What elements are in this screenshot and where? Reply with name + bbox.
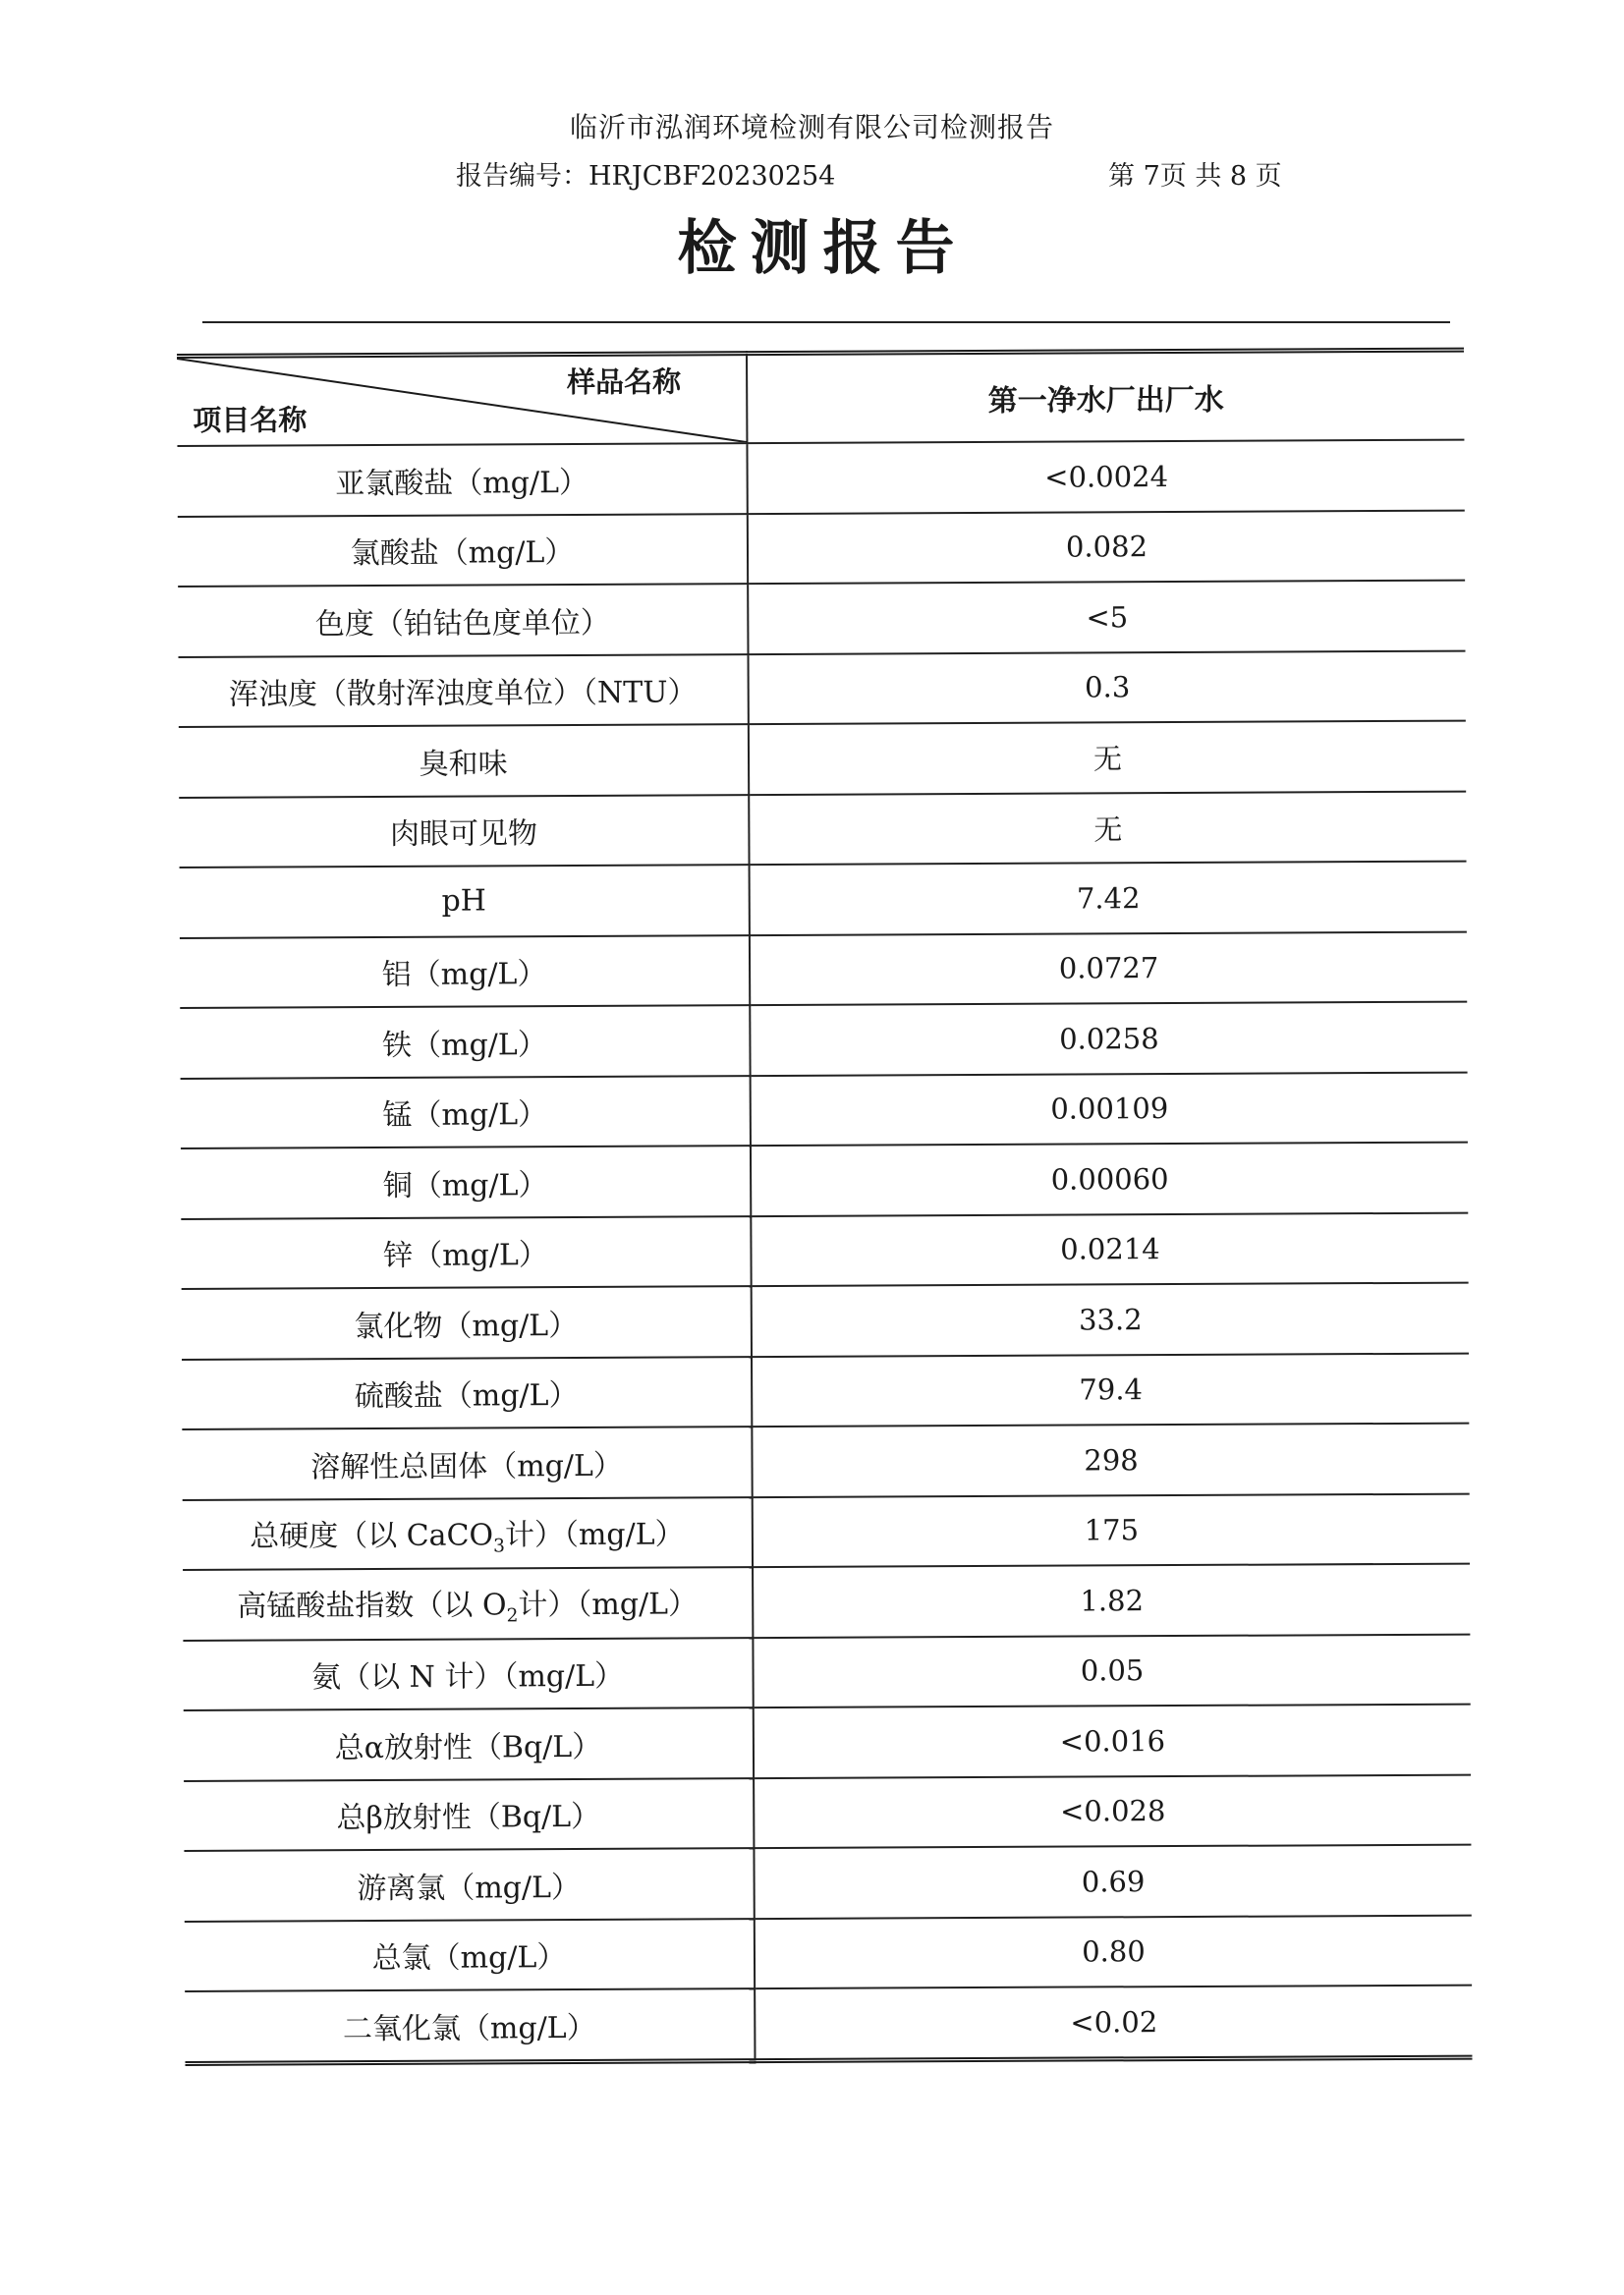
table-row — [181, 1143, 1468, 1219]
table-row — [179, 791, 1466, 868]
test-item-name — [178, 584, 748, 656]
table-row — [183, 1493, 1470, 1570]
test-item-label: 浑浊度（散射浑浊度单位）（NTU） — [228, 675, 698, 712]
test-item-name — [184, 1707, 754, 1780]
test-result-value: 0.80 — [755, 1915, 1472, 1988]
test-result-value: 33.2 — [752, 1283, 1469, 1357]
test-item-label: 锰（mg/L） — [382, 1097, 548, 1134]
test-item-name — [179, 654, 749, 727]
test-item-label: 铜（mg/L） — [382, 1167, 548, 1203]
test-item-name — [183, 1638, 753, 1710]
table-row — [178, 510, 1465, 587]
company-report-header: 临沂市泓润环境检测有限公司检测报告 — [569, 111, 1054, 143]
test-result-value: 0.0258 — [750, 1002, 1467, 1076]
test-result-value: <0.016 — [754, 1705, 1471, 1778]
test-item-label: 总β放射性（Bq/L） — [336, 1800, 601, 1836]
document-title: 检测报告 — [677, 214, 969, 283]
test-result-value: <0.02 — [755, 1986, 1472, 2061]
test-item-label: 总氯（mg/L） — [371, 1940, 567, 1977]
test-item-name — [177, 443, 747, 516]
test-item-name — [179, 795, 749, 868]
sample-name-label: 样品名称 — [567, 364, 682, 400]
item-name-label: 项目名称 — [193, 403, 308, 437]
table-row — [178, 581, 1465, 657]
sample-column-header: 第一净水厂出厂水 — [747, 350, 1464, 443]
test-item-name — [182, 1427, 752, 1499]
table-row — [185, 1915, 1472, 1991]
table-row — [183, 1634, 1470, 1710]
test-result-value: 0.3 — [749, 650, 1466, 724]
title-divider — [202, 321, 1450, 323]
table-row — [184, 1774, 1471, 1851]
test-result-value: 0.05 — [753, 1634, 1470, 1707]
table-row — [179, 650, 1466, 727]
table-row — [182, 1353, 1469, 1429]
test-item-name — [184, 1848, 754, 1921]
test-item-label: 氨（以 N 计）（mg/L） — [310, 1659, 625, 1696]
test-item-label: 臭和味 — [419, 747, 508, 782]
chemical-subscript: 3 — [493, 1536, 506, 1557]
test-result-value: 无 — [749, 721, 1466, 795]
test-item-name — [181, 1076, 751, 1148]
test-item-label: 氯酸盐（mg/L） — [350, 535, 575, 572]
chemical-subscript: 2 — [506, 1605, 519, 1627]
test-result-value: 0.69 — [754, 1845, 1471, 1919]
test-result-value: 175 — [753, 1493, 1470, 1567]
test-item-name — [185, 1919, 755, 1991]
test-item-name — [185, 1988, 755, 2063]
test-item-name — [183, 1497, 753, 1570]
test-item-name — [180, 1005, 750, 1078]
test-item-name — [182, 1286, 752, 1359]
test-results-table — [177, 348, 1472, 2066]
test-item-name — [183, 1567, 753, 1640]
test-item-name — [182, 1357, 752, 1429]
test-item-label: 总α放射性（Bq/L） — [334, 1729, 602, 1765]
table-row — [183, 1564, 1470, 1641]
test-item-label: 亚氯酸盐（mg/L） — [335, 465, 589, 501]
table-row — [182, 1424, 1469, 1500]
test-result-value: <0.028 — [754, 1774, 1471, 1848]
test-item-label-suffix: 计）（mg/L） — [518, 1587, 699, 1623]
test-item-label: 氯化物（mg/L） — [354, 1308, 579, 1344]
test-result-value: <0.0024 — [747, 440, 1464, 514]
test-result-value: 7.42 — [750, 862, 1467, 935]
test-item-name — [180, 935, 750, 1008]
page-indicator: 第 7页 共 8 页 — [1108, 161, 1282, 192]
test-item-label: 色度（铂钴色度单位） — [314, 605, 610, 643]
test-item-label: 锌（mg/L） — [383, 1238, 548, 1274]
test-item-label-prefix: 高锰酸盐指数（以 O — [237, 1588, 507, 1624]
test-result-value: 0.0214 — [751, 1212, 1468, 1286]
table-row — [184, 1705, 1471, 1781]
test-result-value: 0.082 — [748, 510, 1465, 584]
corner-header-cell — [177, 354, 747, 446]
test-item-label: 溶解性总固体（mg/L） — [310, 1448, 623, 1485]
test-item-name — [181, 1146, 751, 1218]
table-row — [184, 1845, 1471, 1922]
test-item-label: 游离氯（mg/L） — [357, 1870, 582, 1906]
test-item-name — [181, 1216, 751, 1289]
test-result-value: 79.4 — [752, 1353, 1469, 1427]
test-item-label: 铝（mg/L） — [381, 957, 547, 993]
table-row — [180, 1002, 1467, 1079]
test-item-label: 铁（mg/L） — [382, 1027, 547, 1063]
test-item-label: 肉眼可见物 — [389, 816, 537, 853]
test-result-value: 0.00060 — [751, 1143, 1468, 1216]
test-result-value: <5 — [748, 581, 1465, 654]
test-result-value: 1.82 — [753, 1564, 1470, 1638]
table-header-row — [177, 350, 1464, 446]
table-row — [182, 1283, 1469, 1360]
test-item-name — [178, 514, 748, 587]
table-row — [179, 721, 1466, 798]
test-item-name — [180, 865, 750, 937]
table-row — [185, 1986, 1472, 2063]
test-item-label: 硫酸盐（mg/L） — [354, 1378, 579, 1415]
table-row — [180, 931, 1467, 1008]
test-item-label-prefix: 总硬度（以 CaCO — [250, 1518, 494, 1554]
table-row — [181, 1072, 1468, 1148]
test-result-value: 0.00109 — [751, 1072, 1468, 1146]
test-result-value: 无 — [749, 791, 1466, 865]
table-row — [181, 1212, 1468, 1289]
test-item-name — [184, 1778, 754, 1851]
table-row — [177, 440, 1464, 517]
test-result-value: 298 — [752, 1424, 1469, 1497]
test-item-label: pH — [441, 883, 486, 919]
test-item-label: 二氧化氯（mg/L） — [342, 2010, 596, 2046]
report-number: 报告编号：HRJCBF20230254 — [456, 161, 836, 192]
test-item-label-suffix: 计）（mg/L） — [504, 1517, 685, 1553]
test-item-name — [179, 724, 749, 797]
table-row — [180, 862, 1467, 938]
test-result-value: 0.0727 — [750, 931, 1467, 1005]
